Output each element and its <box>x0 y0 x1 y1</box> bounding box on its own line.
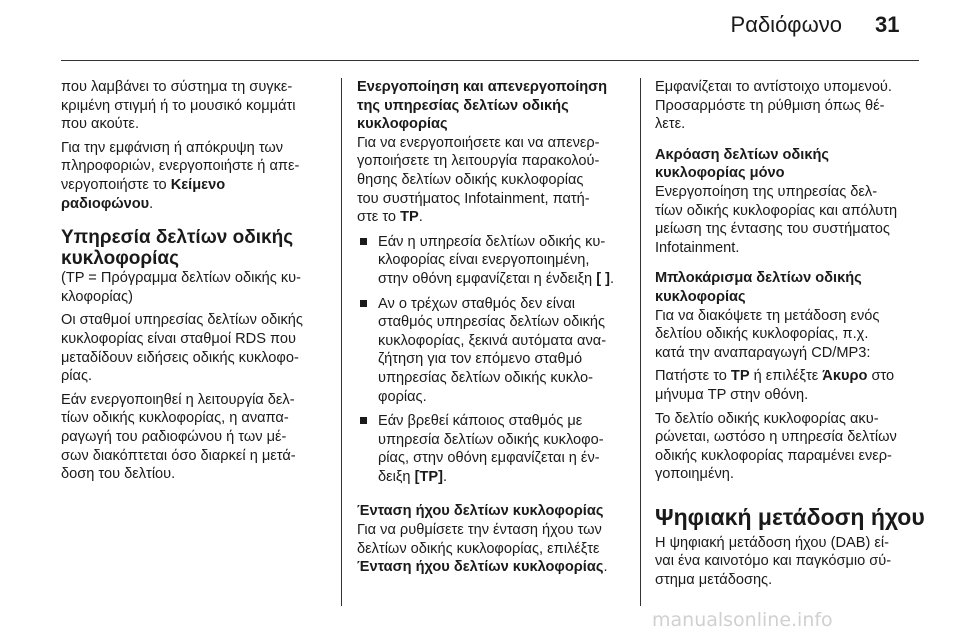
text-line: Ενεργοποίηση της υπηρεσίας δελ- <box>655 183 878 200</box>
text-line: υπηρεσία δελτίων οδικής κυκλοφο- <box>378 431 604 448</box>
column-3 <box>655 78 927 595</box>
text-line: Για να ενεργοποιήσετε και να απενερ- <box>357 134 600 151</box>
text-line: του συστήματος Infotainment, πατή- <box>357 190 590 207</box>
text-line: μεταδίδουν ειδήσεις οδικής κυκλοφο- <box>61 349 299 366</box>
text-run: στην οθόνη εμφανίζεται η ένδειξη <box>378 270 597 287</box>
heading-line: της υπηρεσίας δελτίων οδικής <box>357 97 569 114</box>
text-run: Πατήστε το <box>655 368 731 385</box>
text-line: θησης δελτίων οδικής κυκλοφορίας <box>357 171 584 188</box>
menu-term: Ένταση ήχου δελτίων κυκλοφορίας <box>357 559 604 576</box>
subsection-heading <box>655 269 927 306</box>
text-line: (TP = Πρόγραμμα δελτίων οδικής κυ- <box>61 270 301 287</box>
header-rule <box>61 60 919 61</box>
text-line <box>61 195 333 214</box>
section-heading: Ψηφιακή μετάδοση ήχου <box>655 503 925 530</box>
text-line: σταθμός υπηρεσίας δελτίων οδικής <box>378 314 606 331</box>
text-line: κατά την αναπαραγωγή CD/MP3: <box>655 344 871 361</box>
bullet-square-icon <box>360 417 367 424</box>
text-run: στο <box>867 368 895 385</box>
text-line: ναι ένα καινοτόμο και παγκόσμιο σύ- <box>655 553 892 570</box>
subsection-heading <box>655 146 927 183</box>
text-line: Το δελτίο οδικής κυκλοφορίας ακυ- <box>655 410 879 427</box>
text-line: Για να διακόψετε τη μετάδοση ενός <box>655 307 880 324</box>
text-line: που ακούτε. <box>61 116 139 133</box>
text-line: δελτίων οδικής κυκλοφορίας, επιλέξτε <box>357 540 600 557</box>
text-line: Εάν βρεθεί κάποιος σταθμός με <box>378 413 583 430</box>
text-run: στε το <box>357 209 401 226</box>
text-line: πληροφοριών, ενεργοποιήστε ή απε- <box>61 158 300 175</box>
text-line <box>655 367 927 386</box>
subsection-heading <box>357 502 629 521</box>
paragraph <box>61 78 333 134</box>
paragraph <box>655 78 927 134</box>
text-line: υπηρεσίας δελτίων οδικής κυκλο- <box>378 369 594 386</box>
heading-line: κυκλοφορίας <box>61 248 179 270</box>
text-line: ραγωγή του ραδιοφώνου ή των μέ- <box>61 428 287 445</box>
text-line: Για να ρυθμίσετε την ένταση ήχου των <box>357 522 602 539</box>
section-heading <box>61 227 333 269</box>
text-line: κλοφορίας είναι ενεργοποιημένη, <box>378 252 590 269</box>
bullet-item <box>357 412 629 486</box>
text-line: ρίας, στην οθόνη εμφανίζεται η έν- <box>378 450 600 467</box>
paragraph <box>357 134 629 227</box>
text-line: τίων οδικής κυκλοφορίας, η αναπα- <box>61 410 289 427</box>
text-line: Εάν η υπηρεσία δελτίων οδικής κυ- <box>378 233 606 250</box>
text-line: σων διακόπτεται όσο διαρκεί η μετά- <box>61 447 296 464</box>
paragraph <box>655 410 927 484</box>
text-line <box>378 270 629 289</box>
subsection-heading <box>357 78 629 134</box>
text-line: γοποιήσετε τη λειτουργία παρακολού- <box>357 153 600 170</box>
heading-line: Ακρόαση δελτίων οδικής <box>655 146 829 163</box>
text-line: ζήτηση για τον επόμενο σταθμό <box>378 351 583 368</box>
text-line: Αν ο τρέχων σταθμός δεν είναι <box>378 295 576 312</box>
text-line <box>357 558 629 577</box>
text-line: τίων οδικής κυκλοφορίας και απόλυτη <box>655 202 898 219</box>
text-line: μείωση της έντασης του συστήματος <box>655 221 890 238</box>
paragraph <box>61 391 333 484</box>
menu-term: Άκυρο <box>822 368 868 385</box>
text-line: Εάν ενεργοποιηθεί η λειτουργία δελ- <box>61 391 295 408</box>
text-line: κριμένη στιγμή ή το μουσικό κομμάτι <box>61 97 296 114</box>
text-line: δελτίου οδικής κυκλοφορίας, π.χ. <box>655 326 869 343</box>
paragraph <box>655 367 927 404</box>
text-run: . <box>609 270 615 287</box>
text-line <box>357 208 629 227</box>
heading-line: κυκλοφορίας μόνο <box>655 165 785 182</box>
bullet-item <box>357 233 629 289</box>
text-run: . <box>418 209 423 226</box>
text-line: δοση του δελτίου. <box>61 466 176 483</box>
text-line: μήνυμα TP στην οθόνη. <box>655 386 809 403</box>
menu-term: Κείμενο <box>170 176 226 193</box>
text-line: ρώνεται, ωστόσο η υπηρεσία δελτίων <box>655 429 897 446</box>
button-term: TP <box>730 368 750 385</box>
text-line: οδικής κυκλοφορίας παραμένει ενερ- <box>655 447 892 464</box>
column-2 <box>357 78 629 582</box>
text-run: . <box>442 468 448 485</box>
text-run: νεργοποιήστε το <box>61 176 171 193</box>
text-line: κυκλοφορίας είναι σταθμοί RDS που <box>61 330 296 347</box>
text-line: Η ψηφιακή μετάδοση ήχου (DAB) εί- <box>655 534 889 551</box>
column-1 <box>61 78 333 489</box>
text-line: Εμφανίζεται το αντίστοιχο υπομενού. <box>655 79 892 95</box>
heading-line: κυκλοφορίας <box>655 288 746 305</box>
button-term: TP <box>400 209 419 226</box>
text-run: ή επιλέξτε <box>749 368 823 385</box>
page-header-title: Ραδιόφωνο <box>730 12 842 37</box>
display-indicator: [TP] <box>414 468 443 485</box>
watermark: manualsonline.info <box>652 609 833 631</box>
text-line: λετε. <box>655 116 686 133</box>
text-line <box>378 468 629 487</box>
text-line: Infotainment. <box>655 239 740 256</box>
bullet-item <box>357 295 629 407</box>
text-line: κυκλοφορίας, ξεκινά αυτόματα ανα- <box>378 332 607 349</box>
column-divider-1 <box>341 78 342 606</box>
menu-term: ραδιοφώνου <box>61 195 150 212</box>
bullet-square-icon <box>360 300 367 307</box>
heading-line: Ενεργοποίηση και απενεργοποίηση <box>357 79 608 95</box>
paragraph <box>357 521 629 577</box>
bullet-square-icon <box>360 238 367 245</box>
text-run: . <box>603 559 608 576</box>
paragraph <box>655 183 927 257</box>
paragraph <box>655 307 927 363</box>
paragraph <box>61 269 333 306</box>
text-run: δειξη <box>378 468 415 485</box>
paragraph <box>655 534 927 590</box>
column-divider-2 <box>640 78 641 606</box>
heading-line: Υπηρεσία δελτίων οδικής <box>61 227 294 249</box>
text-line: Για την εμφάνιση ή απόκρυψη των <box>61 139 284 156</box>
heading-line: Μπλοκάρισμα δελτίων οδικής <box>655 270 862 287</box>
text-line: που λαμβάνει το σύστημα τη συγκε- <box>61 79 293 95</box>
text-line: γοποιημένη. <box>655 466 734 483</box>
text-run: . <box>149 195 154 212</box>
text-line <box>61 176 333 195</box>
text-line: στημα μετάδοσης. <box>655 572 773 589</box>
page-number: 31 <box>875 12 900 37</box>
text-line: ρίας. <box>61 368 93 385</box>
paragraph <box>61 139 333 213</box>
heading-line: Ένταση ήχου δελτίων κυκλοφορίας <box>357 503 604 520</box>
heading-line: κυκλοφορίας <box>357 116 448 133</box>
text-line: Προσαρμόστε τη ρύθμιση όπως θέ- <box>655 97 885 114</box>
text-line: φορίας. <box>378 388 427 405</box>
text-line: κλοφορίας) <box>61 288 133 305</box>
paragraph <box>61 311 333 385</box>
text-line: Οι σταθμοί υπηρεσίας δελτίων οδικής <box>61 312 303 329</box>
display-indicator: [ ] <box>596 270 610 287</box>
